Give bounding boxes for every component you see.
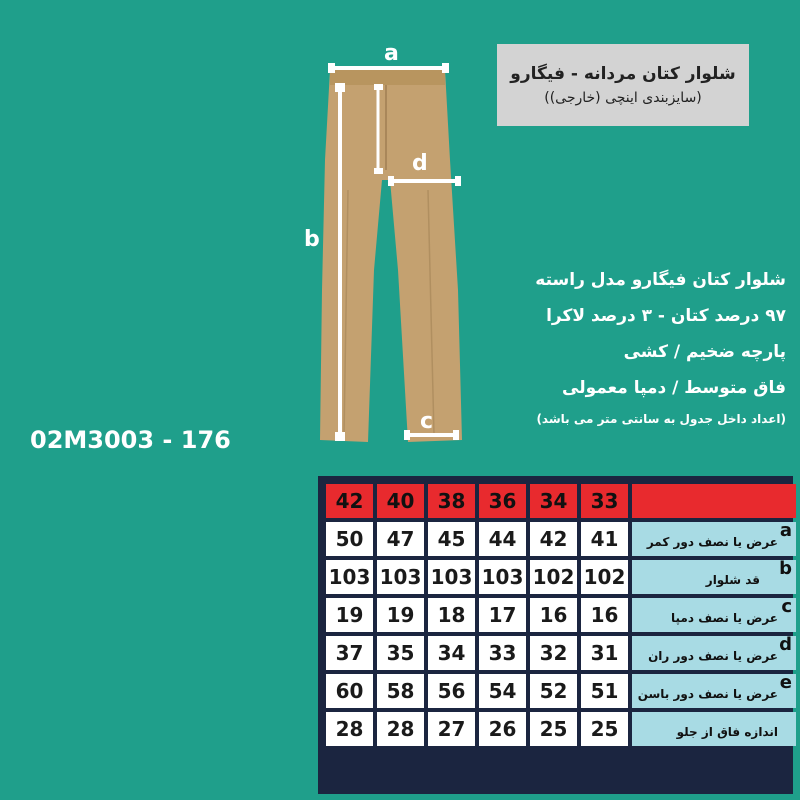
product-subtitle: (سایزبندی اینچی (خارجی)) [544, 90, 702, 106]
measure-tick-a-left [328, 63, 335, 73]
measure-tick-d-right [455, 176, 461, 186]
value-cell: 34 [428, 636, 475, 670]
value-cell: 42 [530, 522, 577, 556]
value-cell: 37 [326, 636, 373, 670]
measure-tick-d-left [388, 176, 394, 186]
table-row [326, 674, 796, 708]
row-label-cell [632, 636, 796, 670]
value-cell: 26 [479, 712, 526, 746]
value-cell: 44 [479, 522, 526, 556]
value-cell: 52 [530, 674, 577, 708]
measure-label-a: a [384, 41, 399, 66]
value-cell: 51 [581, 674, 628, 708]
value-cell: 17 [479, 598, 526, 632]
row-letter: c [781, 596, 792, 617]
row-label-cell [632, 560, 796, 594]
value-cell: 31 [581, 636, 628, 670]
row-label-cell [632, 674, 796, 708]
value-cell: 102 [530, 560, 577, 594]
table-row [326, 598, 796, 632]
units-note: (اعداد داخل جدول به سانتی متر می باشد) [536, 412, 786, 426]
product-code: 02M3003 - 176 [30, 426, 231, 454]
row-letter: d [779, 634, 792, 655]
row-label: عرض یا نصف دور باسن [637, 687, 778, 701]
measure-tick-b-bottom [335, 432, 345, 441]
value-cell: 45 [428, 522, 475, 556]
row-label: عرض یا نصف دور ران [648, 649, 778, 663]
value-cell: 19 [377, 598, 424, 632]
row-label-cell [632, 712, 796, 746]
value-cell: 18 [428, 598, 475, 632]
row-label: عرض یا نصف دور کمر [646, 535, 778, 549]
value-cell: 25 [581, 712, 628, 746]
pants-measurement-diagram [300, 30, 480, 450]
table-row [326, 636, 796, 670]
row-label: اندازه فاق از جلو [676, 725, 778, 739]
value-cell: 56 [428, 674, 475, 708]
row-letter: b [779, 558, 792, 579]
value-cell: 41 [581, 522, 628, 556]
size-header-cell: 38 [428, 484, 475, 518]
value-cell: 27 [428, 712, 475, 746]
measure-tick-rise-top [374, 84, 383, 90]
measure-tick-c-left [404, 430, 410, 440]
size-header-cell: 34 [530, 484, 577, 518]
measure-tick-a-right [442, 63, 449, 73]
value-cell: 50 [326, 522, 373, 556]
value-cell: 47 [377, 522, 424, 556]
table-row [326, 522, 796, 556]
table-row [326, 560, 796, 594]
product-title-box [497, 44, 749, 126]
size-header-cell: 33 [581, 484, 628, 518]
size-header-cell: 36 [479, 484, 526, 518]
description-line: ۹۷ درصد کتان - ۳ درصد لاکرا [546, 306, 786, 326]
value-cell: 28 [377, 712, 424, 746]
row-label: عرض یا نصف دمپا [671, 611, 778, 625]
pants-waistband [330, 70, 445, 85]
measure-tick-c-right [453, 430, 459, 440]
value-cell: 58 [377, 674, 424, 708]
measure-tick-b-top [335, 83, 345, 92]
value-cell: 32 [530, 636, 577, 670]
product-title: شلوار کتان مردانه - فیگارو [510, 64, 736, 84]
size-header-row [326, 484, 796, 518]
value-cell: 35 [377, 636, 424, 670]
size-header-cell: 42 [326, 484, 373, 518]
description-line: فاق متوسط / دمپا معمولی [562, 378, 786, 398]
measure-label-d: d [412, 151, 428, 176]
size-header-cell: 40 [377, 484, 424, 518]
value-cell: 16 [530, 598, 577, 632]
measure-label-c: c [420, 409, 434, 434]
value-cell: 28 [326, 712, 373, 746]
measure-label-b: b [304, 227, 320, 252]
row-label-cell [632, 522, 796, 556]
row-label-cell [632, 598, 796, 632]
value-cell: 103 [326, 560, 373, 594]
product-description [486, 262, 786, 426]
value-cell: 19 [326, 598, 373, 632]
value-cell: 103 [428, 560, 475, 594]
row-letter: a [779, 520, 792, 541]
value-cell: 102 [581, 560, 628, 594]
row-label: قد شلوار [705, 573, 760, 587]
value-cell: 16 [581, 598, 628, 632]
value-cell: 54 [479, 674, 526, 708]
value-cell: 103 [377, 560, 424, 594]
measure-tick-rise-bottom [374, 168, 383, 174]
size-table [322, 480, 800, 750]
row-letter: e [779, 672, 792, 693]
value-cell: 103 [479, 560, 526, 594]
value-cell: 60 [326, 674, 373, 708]
value-cell: 25 [530, 712, 577, 746]
header-label-cell [632, 484, 796, 518]
description-line: پارچه ضخیم / کشی [623, 342, 786, 362]
description-line: شلوار کتان فیگارو مدل راسته [535, 270, 786, 290]
table-row [326, 712, 796, 746]
value-cell: 33 [479, 636, 526, 670]
